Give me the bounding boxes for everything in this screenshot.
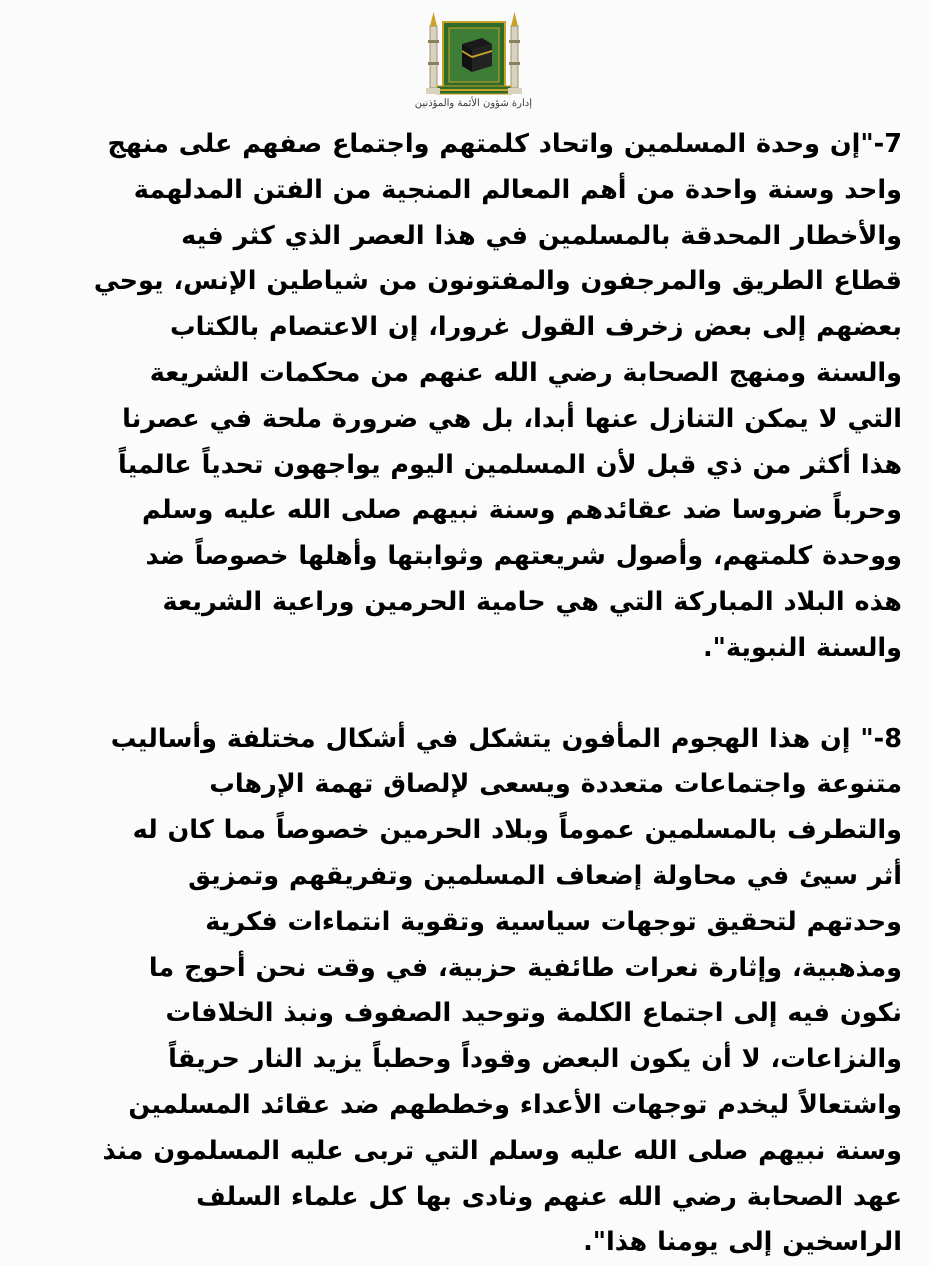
text-line: عهد الصحابة رضي الله عنهم ونادى بها كل علماء السلف [196, 1181, 902, 1212]
text-line: هذه البلاد المباركة التي هي حامية الحرمين وراعية الشريعة [162, 586, 902, 617]
text-line: واحد وسنة واحدة من أهم المعالم المنجية من الفتن المدلهمة [133, 174, 902, 205]
article-body [40, 122, 902, 1266]
text-line: وسنة نبيهم صلى الله عليه وسلم التي تربى عليه المسلمون منذ [102, 1135, 902, 1166]
organization-logo [416, 6, 532, 116]
text-line: هذا أكثر من ذي قبل لأن المسلمين اليوم يواجهون تحدياً عالمياً [118, 449, 902, 480]
text-line: ووحدة كلمتهم، وأصول شريعتهم وثوابتها وأهلها خصوصاً ضد [145, 541, 902, 572]
text-line: ومذهبية، وإثارة نعرات طائفية حزبية، في وقت نحن أحوج ما [148, 952, 902, 983]
paragraph-8 [40, 717, 902, 1266]
text-line: قطاع الطريق والمرجفون والمفتونون من شياطين الإنس، يوحي [93, 266, 902, 297]
text-line: متنوعة واجتماعات متعددة ويسعى لإلصاق تهمة الإرهاب [209, 769, 902, 800]
text-line: والأخطار المحدقة بالمسلمين في هذا العصر الذي كثر فيه [181, 220, 902, 251]
text-line: والتطرف بالمسلمين عموماً وبلاد الحرمين خصوصاً مما كان له [132, 815, 902, 846]
text-line: الراسخين إلى يومنا هذا". [583, 1227, 902, 1258]
text-line: وحرباً ضروسا ضد عقائدهم وسنة نبيهم صلى الله عليه وسلم [142, 495, 902, 526]
text-line: والسنة النبوية". [703, 632, 902, 663]
text-line: واشتعالاً ليخدم توجهات الأعداء وخططهم ضد عقائد المسلمين [128, 1089, 902, 1120]
paragraph-7 [40, 122, 902, 672]
logo-caption: إدارة شؤون الأئمة والمؤذنين [414, 98, 532, 109]
text-line: والنزاعات، لا أن يكون البعض وقوداً وحطباً يزيد النار حريقاً [168, 1044, 902, 1075]
text-line: 8-" إن هذا الهجوم المأفون يتشكل في أشكال مختلفة وأساليب [110, 723, 902, 754]
text-line: 7-"إن وحدة المسلمين واتحاد كلمتهم واجتماع صفهم على منهج [107, 129, 902, 159]
text-line: بعضهم إلى بعض زخرف القول غرورا، إن الاعتصام بالكتاب [170, 312, 902, 343]
text-line: التي لا يمكن التنازل عنها أبدا، بل هي ضرورة ملحة في عصرنا [122, 403, 902, 434]
text-line: نكون فيه إلى اجتماع الكلمة وتوحيد الصفوف ونبذ الخلافات [165, 998, 902, 1029]
text-line: أثر سيئ في محاولة إضعاف المسلمين وتفريقهم وتمزيق [188, 860, 902, 891]
text-line: وحدتهم لتحقيق توجهات سياسية وتقوية انتماءات فكرية [205, 906, 902, 937]
text-line: والسنة ومنهج الصحابة رضي الله عنهم من محكمات الشريعة [149, 357, 902, 388]
